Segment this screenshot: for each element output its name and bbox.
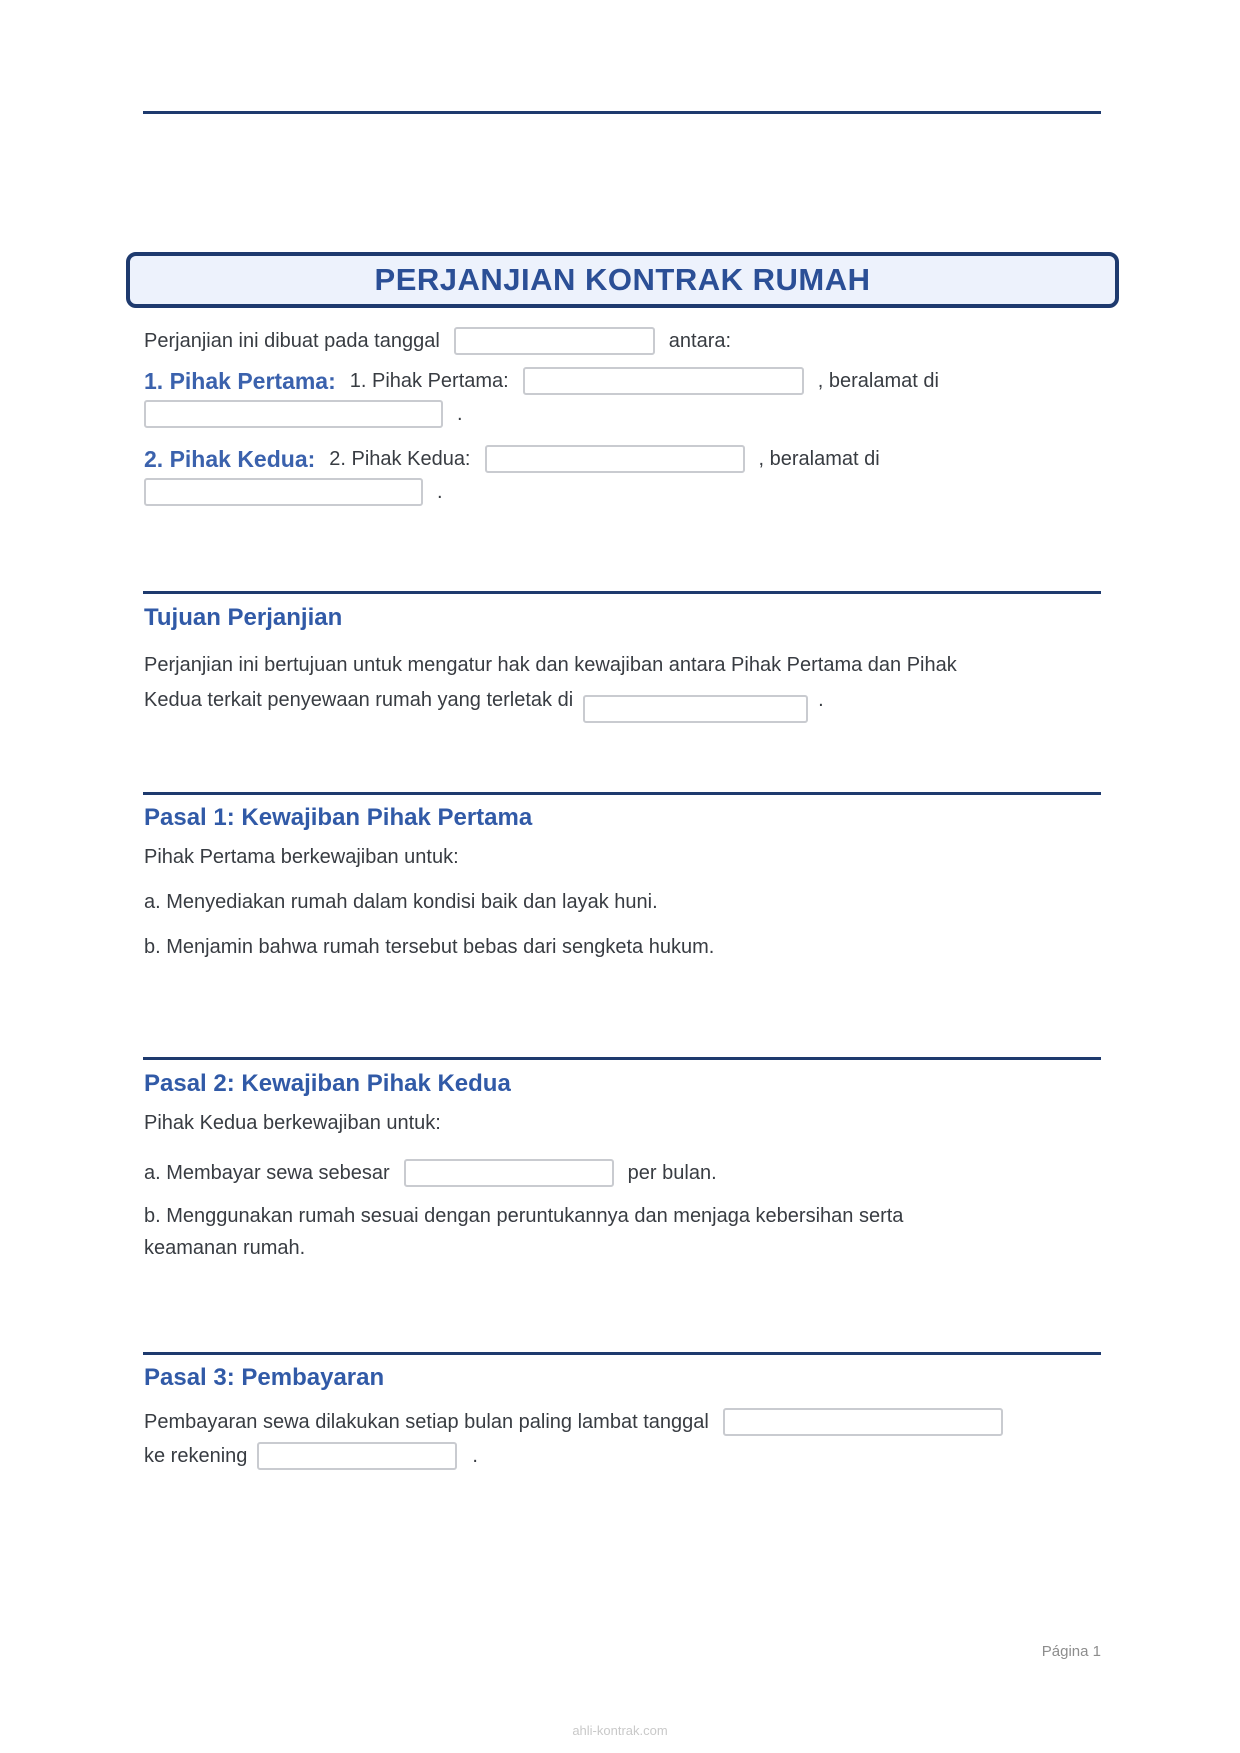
bank-account-input[interactable]: [257, 1442, 457, 1470]
intro-text-after: antara:: [668, 329, 732, 352]
intro-line: [144, 325, 731, 357]
pasal3-line2: [144, 1440, 478, 1472]
tujuan-paragraph: [144, 648, 1104, 723]
party1-line: [144, 363, 939, 399]
pasal2-item-b: [144, 1200, 1104, 1264]
rent-amount-input[interactable]: [404, 1159, 614, 1187]
pasal2-heading: Pasal 2: Kewajiban Pihak Kedua: [144, 1070, 511, 1097]
party1-after-name: , beralamat di: [817, 369, 939, 392]
contract-date-input[interactable]: [454, 327, 655, 355]
party2-address-input[interactable]: [144, 478, 423, 506]
tujuan-text-line1: Perjanjian ini bertujuan untuk mengatur hak dan kewajiban antara Pihak Pertama dan Pihak: [144, 654, 957, 676]
page-number: Página 1: [1041, 1643, 1101, 1660]
pasal3-suffix: .: [472, 1444, 478, 1467]
section-divider-pasal1: [143, 792, 1101, 795]
section-divider-pasal3: [143, 1352, 1101, 1355]
tujuan-heading: Tujuan Perjanjian: [144, 604, 343, 631]
party1-address-suffix: .: [457, 402, 463, 425]
party1-name-input[interactable]: [523, 367, 804, 395]
section-divider-tujuan: [143, 591, 1101, 594]
party2-badge: 2. Pihak Kedua:: [144, 445, 316, 472]
pasal1-item-b: b. Menjamin bahwa rumah tersebut bebas dari sengketa hukum.: [144, 936, 715, 958]
pasal2-item-b-line2: keamanan rumah.: [144, 1237, 306, 1259]
site-watermark: ahli-kontrak.com: [572, 1723, 668, 1738]
pasal1-intro: Pihak Pertama berkewajiban untuk:: [144, 846, 459, 868]
party2-line: [144, 441, 880, 477]
pasal3-text-line1: Pembayaran sewa dilakukan setiap bulan paling lambat tanggal: [144, 1410, 709, 1433]
intro-text-before: Perjanjian ini dibuat pada tanggal: [144, 329, 440, 352]
party1-address-input[interactable]: [144, 400, 443, 428]
section-divider-pasal2: [143, 1057, 1101, 1060]
payment-deadline-input[interactable]: [723, 1408, 1003, 1436]
pasal2-intro: Pihak Kedua berkewajiban untuk:: [144, 1112, 441, 1134]
party2-after-name: , beralamat di: [758, 447, 880, 470]
party2-label: 2. Pihak Kedua:: [329, 447, 471, 470]
party2-address-line: [144, 476, 443, 508]
pasal3-heading: Pasal 3: Pembayaran: [144, 1364, 385, 1391]
pasal2-item-a-before: a. Membayar sewa sebesar: [144, 1161, 390, 1184]
document-title: PERJANJIAN KONTRAK RUMAH: [374, 262, 871, 297]
party1-label: 1. Pihak Pertama:: [349, 369, 509, 392]
top-divider: [143, 111, 1101, 114]
pasal1-item-a: a. Menyediakan rumah dalam kondisi baik dan layak huni.: [144, 891, 658, 913]
pasal3-text-line2: ke rekening: [144, 1444, 248, 1467]
pasal1-heading: Pasal 1: Kewajiban Pihak Pertama: [144, 804, 533, 831]
tujuan-text-line2: Kedua terkait penyewaan rumah yang terletak di: [144, 689, 574, 711]
pasal2-item-a-line: [144, 1157, 717, 1189]
party1-badge: 1. Pihak Pertama:: [144, 367, 336, 394]
pasal2-item-b-line1: b. Menggunakan rumah sesuai dengan peruntukannya dan menjaga kebersihan serta: [144, 1205, 904, 1227]
title-banner: [126, 252, 1119, 308]
party1-address-line: [144, 398, 463, 430]
pasal2-item-a-after: per bulan.: [627, 1161, 717, 1184]
tujuan-suffix: .: [818, 689, 824, 711]
property-location-input[interactable]: [583, 695, 808, 723]
party2-address-suffix: .: [437, 480, 443, 503]
party2-name-input[interactable]: [485, 445, 745, 473]
pasal3-line1: [144, 1406, 1003, 1438]
